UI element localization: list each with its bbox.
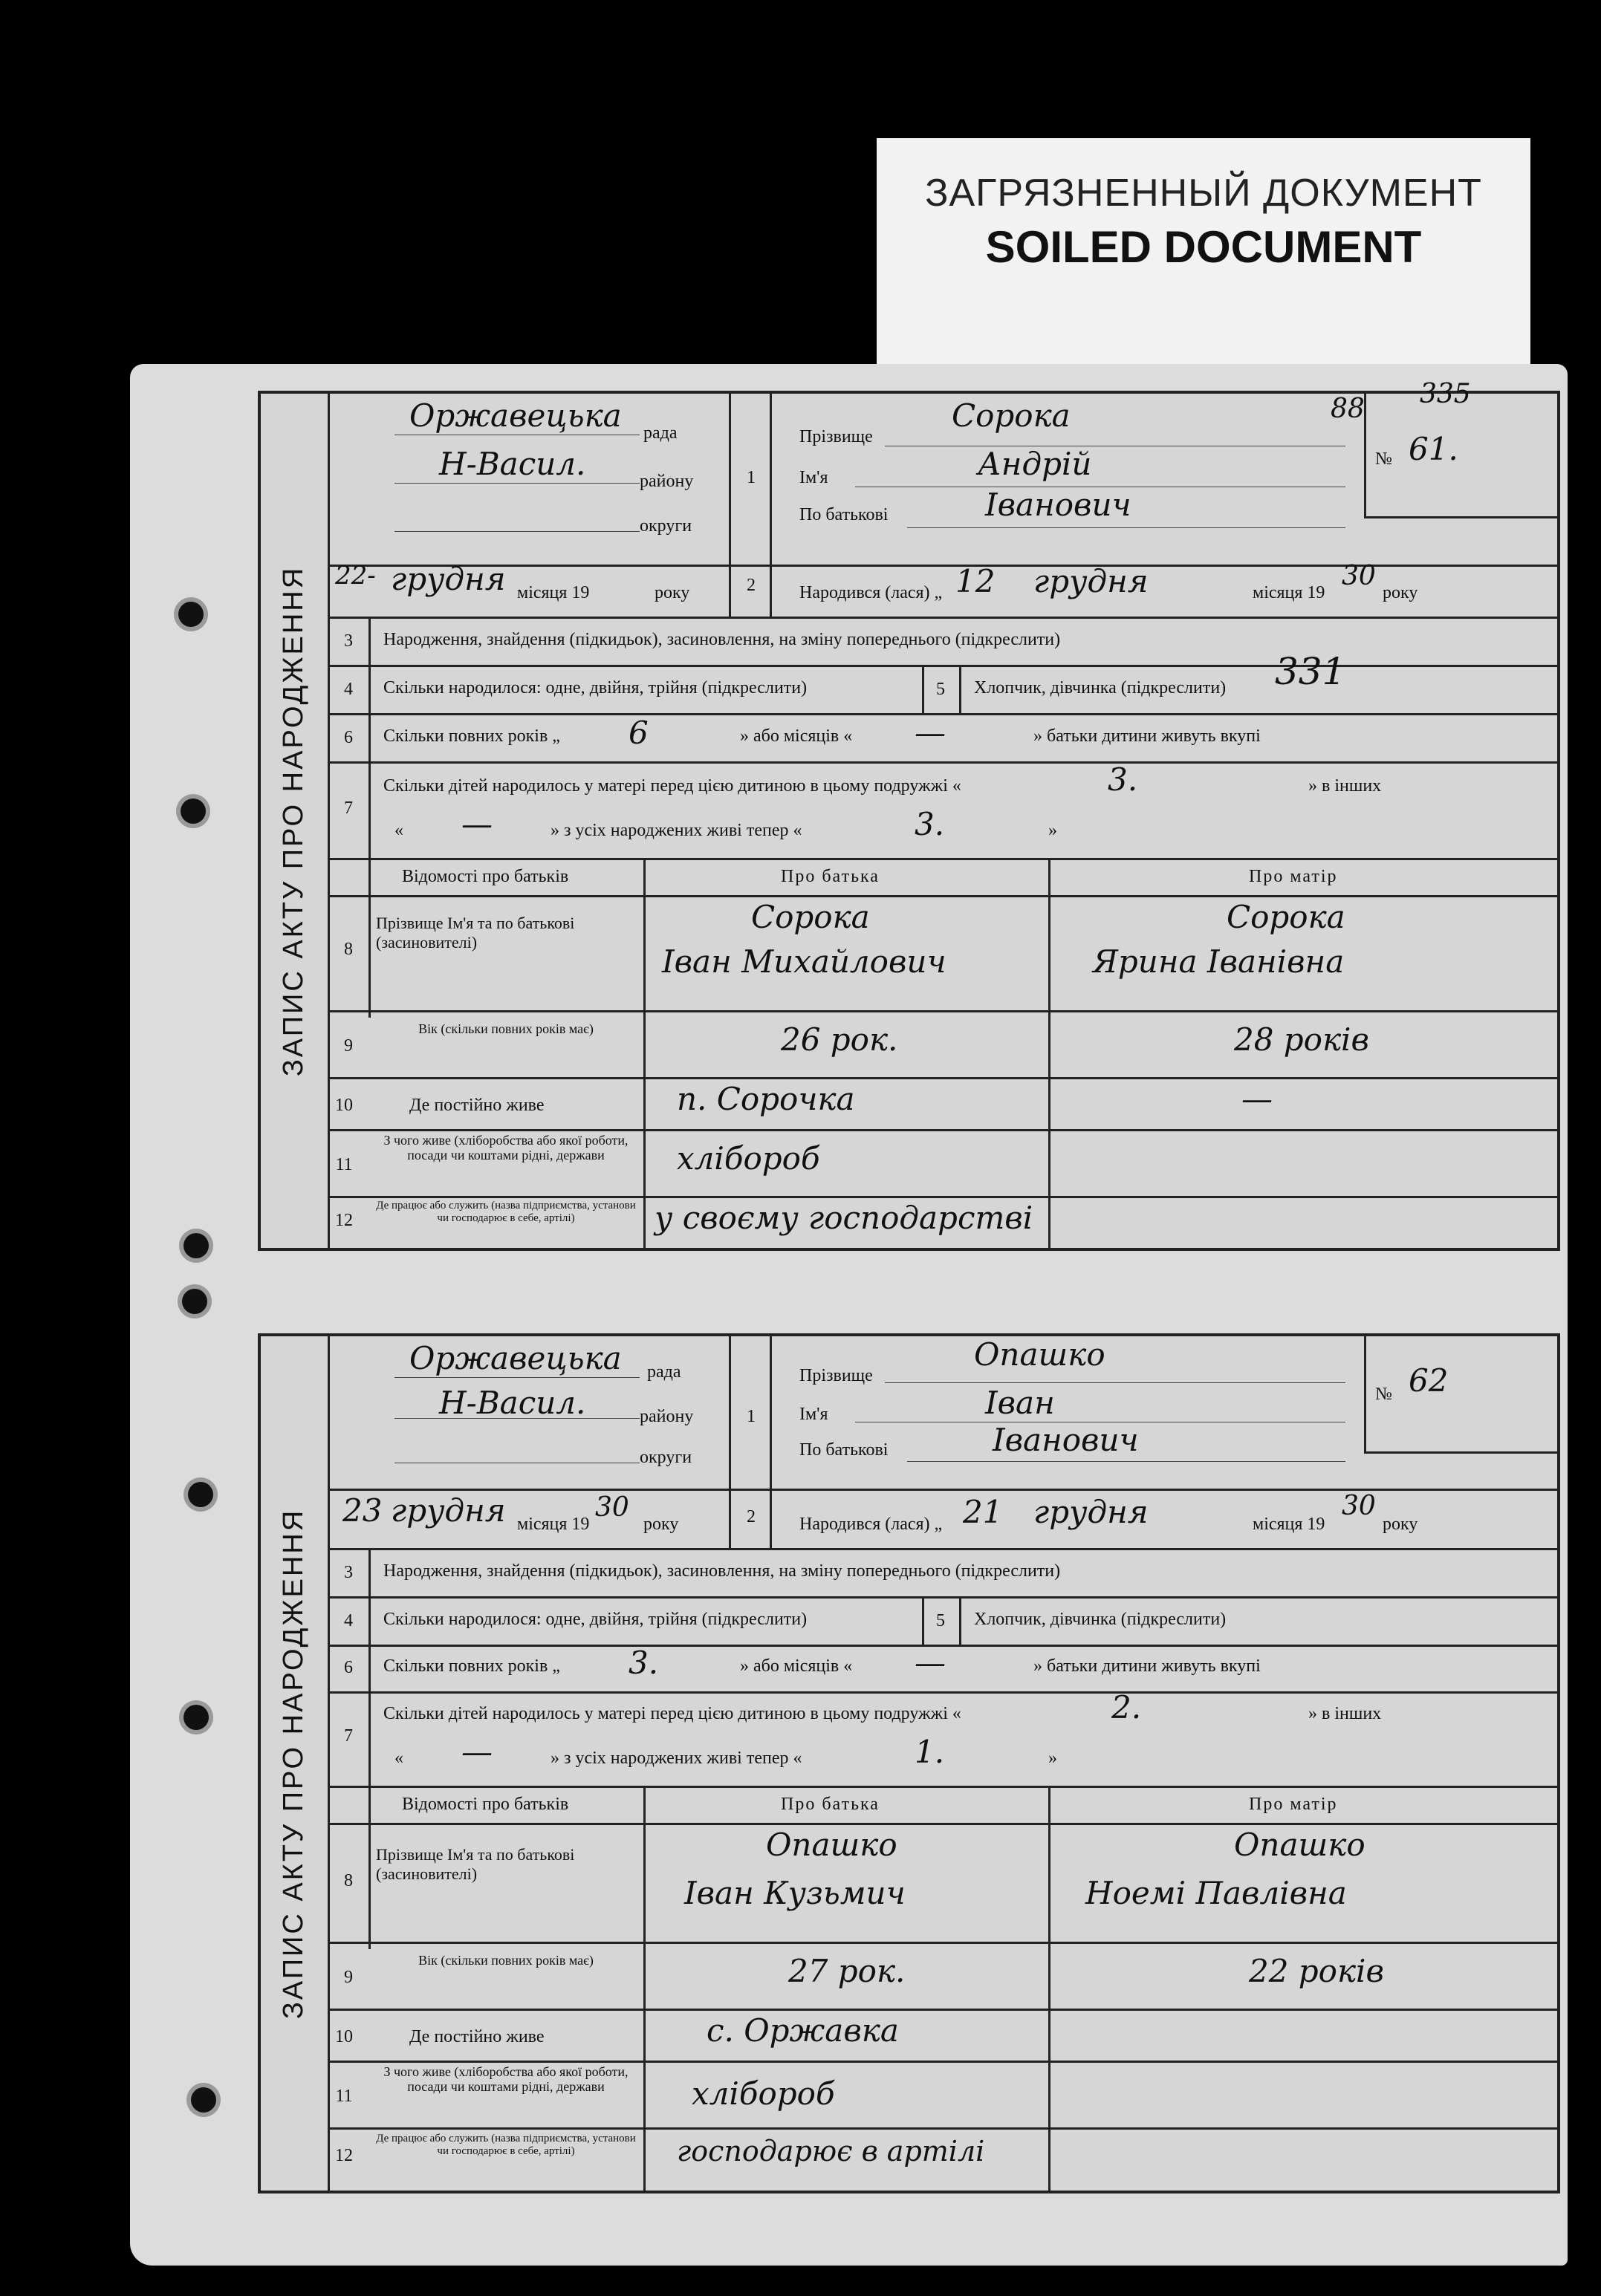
reg-day: 23 xyxy=(342,1492,383,1529)
row4-text: Скільки народилося: одне, двійня, трійня (підкреслити) xyxy=(383,1610,808,1629)
stamp-line-ru: ЗАГРЯЗНЕННЫЙ ДОКУМЕНТ xyxy=(925,172,1482,215)
father-name: Іван Кузьмич xyxy=(684,1875,906,1911)
row6-months-label: » або місяців « xyxy=(740,726,853,746)
row12-label: Де працює або служить (назва підприємства, установи чи господарює в себе, артілі) xyxy=(376,1200,636,1224)
record-number: 61. xyxy=(1409,431,1458,467)
stamp-line-en: SOILED DOCUMENT xyxy=(985,222,1422,272)
father-age: 27 рок. xyxy=(788,1953,906,1989)
document-sheet xyxy=(130,364,1568,2266)
father-age: 26 рок. xyxy=(781,1021,898,1058)
row6-end: » батьки дитини живуть вкупі xyxy=(1033,726,1261,746)
row5-text: Хлопчик, дівчинка (підкреслити) xyxy=(974,678,1227,697)
children-other: — xyxy=(461,806,493,842)
row8-label: Прізвище Ім'я та по батькові (засиновителі) xyxy=(376,1845,575,1883)
reg-month-label: місяця 19 xyxy=(517,1515,590,1534)
number-label: № xyxy=(1375,449,1392,469)
father-name: Іван Михайлович xyxy=(662,943,946,980)
rada-value: Оржавецька xyxy=(409,397,622,434)
father-residence: п. Сорочка xyxy=(677,1081,855,1117)
years-together: 6 xyxy=(629,715,649,751)
months-together: — xyxy=(915,715,946,751)
soiled-document-stamp xyxy=(877,138,1530,383)
surname-value: Сорока xyxy=(952,397,1071,434)
row3-text: Народження, знайдення (підкидьок), засиновлення, на зміну попереднього (підкреслити) xyxy=(383,1561,1061,1581)
father-header: Про батька xyxy=(781,867,880,886)
margin-mark: 331 xyxy=(1275,650,1346,693)
children-other: — xyxy=(461,1734,493,1770)
years-together: 3. xyxy=(629,1645,659,1681)
mother-surname: Опашко xyxy=(1234,1827,1365,1863)
father-surname: Сорока xyxy=(751,899,870,935)
father-header: Про батька xyxy=(781,1795,880,1814)
row12-label: Де працює або служить (назва підприємства, установи чи господарює в себе, артілі) xyxy=(376,2133,636,2157)
row7-close: » xyxy=(1048,821,1057,840)
row8-label: Прізвище Ім'я та по батькові (засиновителі) xyxy=(376,914,575,952)
surname-label: Прізвище xyxy=(799,427,873,446)
row7-alive-label: » з усіх народжених живі тепер « xyxy=(551,821,802,840)
row7-other: » в інших xyxy=(1308,1704,1382,1723)
reg-day: 22- xyxy=(335,561,376,591)
punch-hole xyxy=(188,1482,213,1507)
birth-year-label: року xyxy=(1383,583,1418,602)
reg-year: 30 xyxy=(595,1492,629,1523)
patronymic-value: Іванович xyxy=(985,487,1131,523)
row7-alive-label: » з усіх народжених живі тепер « xyxy=(551,1749,802,1768)
children-alive: 1. xyxy=(915,1734,945,1770)
mother-age: 22 років xyxy=(1249,1953,1384,1989)
reg-month: грудня xyxy=(391,561,506,597)
birth-month: грудня xyxy=(1033,563,1149,599)
record-number: 62 xyxy=(1409,1362,1449,1399)
mother-header: Про матір xyxy=(1249,1795,1338,1814)
mother-age: 28 років xyxy=(1234,1021,1369,1058)
children-alive: 3. xyxy=(915,806,945,842)
row6-label: Скільки повних років „ xyxy=(383,726,560,746)
row10-label: Де постійно живе xyxy=(409,2027,545,2046)
mother-name: Ноемі Павлівна xyxy=(1085,1875,1347,1911)
row10-label: Де постійно живе xyxy=(409,1096,545,1115)
reg-year-label: року xyxy=(643,1515,679,1534)
rada-label: рада xyxy=(647,1362,681,1382)
birth-record-62: ЗАПИС АКТУ ПРО НАРОДЖЕННЯ Оржавецька рада Н-Васил. району округи 1 2 Прізвище Опашко Ім'я Іван По батькові Іванович № 62 23 грудня місяця 19 30 року Народився (лася) „ 21 грудня місяця 19 30 року 3 Народження, знайдення (підкидьок), засиновлення, на зміну попереднього (підкреслити) 4 Скільки народилося: одне, двійня, трійня (підкреслити) 5 Хлопчик, дівчинка (підкреслити) 6 Скільки повних років „ 3. » або місяців « — » батьки дитини живуть вкупі 7 Скільки дітей народилось у матері перед цією дитиною в цьому подружжі « 2. » в інших « — » з усіх народжених живі тепер « 1. » Відомості про батьків Про батька Про матір 8 Прізвище Ім'я та по батькові (засиновителі) Опашко Іван Кузьмич Опашко Ноемі Павлівна 9 Вік (скільки повних років має) 27 рок. 22 років 10 Де постійно живе с. Оржавка 11 З чого живе (хліборобства або якої роботи, посади чи коштами рідні, держави хлібороб 12 Де працює або служить (назва підприємства, установи чи господарює в себе, артілі) господарює в артілі xyxy=(258,1333,1560,2193)
reg-year-label: року xyxy=(655,583,690,602)
born-label: Народився (лася) „ xyxy=(799,1515,943,1534)
mother-residence: — xyxy=(1241,1081,1273,1117)
punch-hole xyxy=(182,1289,207,1314)
parents-header: Відомості про батьків xyxy=(402,1795,569,1814)
father-surname: Опашко xyxy=(766,1827,897,1863)
punch-hole xyxy=(178,602,204,627)
children-before: 2. xyxy=(1111,1689,1142,1726)
birth-month-label: місяця 19 xyxy=(1253,583,1325,602)
birth-day: 12 xyxy=(955,563,996,599)
birth-year: 30 xyxy=(1342,561,1376,591)
row4-text: Скільки народилося: одне, двійня, трійня (підкреслити) xyxy=(383,678,808,697)
months-together: — xyxy=(915,1645,946,1681)
birth-day: 21 xyxy=(963,1494,1003,1530)
reg-month-label: місяця 19 xyxy=(517,583,590,602)
row9-label: Вік (скільки повних років має) xyxy=(418,1953,594,1968)
number-label: № xyxy=(1375,1385,1392,1404)
corner-mark-2: 335 xyxy=(1420,379,1471,409)
name-value: Андрій xyxy=(978,446,1092,482)
row7-label: Скільки дітей народилось у матері перед цією дитиною в цьому подружжі « xyxy=(383,1704,961,1723)
row7-label: Скільки дітей народилось у матері перед цією дитиною в цьому подружжі « xyxy=(383,776,961,796)
raion-value: Н-Васил. xyxy=(439,1385,586,1421)
father-work: у своєму господарстві xyxy=(655,1200,1033,1236)
born-label: Народився (лася) „ xyxy=(799,583,943,602)
mother-surname: Сорока xyxy=(1227,899,1345,935)
punch-hole xyxy=(181,799,206,824)
name-label: Ім'я xyxy=(799,1405,828,1424)
okrugy-label: округи xyxy=(640,1448,692,1467)
row11-label: З чого живе (хліборобства або якої роботи, посади чи коштами рідні, держави xyxy=(383,1133,629,1162)
patronymic-value: Іванович xyxy=(993,1422,1139,1458)
record-side-title: ЗАПИС АКТУ ПРО НАРОДЖЕННЯ xyxy=(261,394,330,1248)
father-work: господарює в артілі xyxy=(677,2135,985,2167)
row3-text: Народження, знайдення (підкидьок), засиновлення, на зміну попереднього (підкреслити) xyxy=(383,630,1061,649)
row11-label: З чого живе (хліборобства або якої роботи, посади чи коштами рідні, держави xyxy=(383,2064,629,2094)
rada-label: рада xyxy=(643,423,678,443)
punch-hole xyxy=(191,2087,216,2113)
father-residence: с. Оржавка xyxy=(707,2012,899,2049)
row9-label: Вік (скільки повних років має) xyxy=(418,1021,594,1036)
okrugy-label: округи xyxy=(640,516,692,536)
reg-month: грудня xyxy=(391,1492,506,1529)
children-before: 3. xyxy=(1108,761,1138,798)
birth-month-label: місяця 19 xyxy=(1253,1515,1325,1534)
mother-name: Ярина Іванівна xyxy=(1093,943,1345,980)
row7-close: » xyxy=(1048,1749,1057,1768)
corner-mark: 88 xyxy=(1331,394,1365,424)
row6-end: » батьки дитини живуть вкупі xyxy=(1033,1656,1261,1676)
row5-text: Хлопчик, дівчинка (підкреслити) xyxy=(974,1610,1227,1629)
row7-other: » в інших xyxy=(1308,776,1382,796)
surname-value: Опашко xyxy=(974,1336,1105,1373)
raion-label: району xyxy=(640,1407,694,1426)
birth-year-label: року xyxy=(1383,1515,1418,1534)
surname-label: Прізвище xyxy=(799,1366,873,1385)
mother-header: Про матір xyxy=(1249,867,1338,886)
punch-hole xyxy=(184,1233,209,1258)
name-label: Ім'я xyxy=(799,468,828,487)
birth-year: 30 xyxy=(1342,1491,1376,1521)
punch-hole xyxy=(184,1705,209,1730)
birth-month: грудня xyxy=(1033,1494,1149,1530)
birth-record-61: ЗАПИС АКТУ ПРО НАРОДЖЕННЯ Оржавецька рада Н-Васил. району округи 1 2 Прізвище Сорока Ім'я Андрій По батькові Іванович № 61. 88 335 22- грудня місяця 19 року Народився (лася) „ 12 грудня місяця 19 30 року 3 Народження, знайдення (підкидьок), засиновлення, на зміну попереднього (підкреслити) 4 Скільки народилося: одне, двійня, трійня (підкреслити) 5 Хлопчик, дівчинка (підкреслити) 331 6 Скільки повних років „ 6 » або місяців « — » батьки дитини живуть вкупі 7 Скільки дітей народилось у матері перед цією дитиною в цьому подружжі « 3. » в інших « — » з усіх народжених живі тепер « 3. » Відомості про батьків Про батька Про матір 8 Прізвище Ім'я та по батькові (засиновителі) Сорока Іван Михайлович Сорока Ярина Іванівна 9 Вік (скільки повних років має) 26 рок. 28 років 10 Де постійно живе п. Сорочка — 11 З чого живе (хліборобства або якої роботи, посади чи коштами рідні, держави хлібороб 12 Де працює або служить (назва підприємства, установи чи господарює в себе, артілі) у своєму господарстві xyxy=(258,391,1560,1251)
patronymic-label: По батькові xyxy=(799,1440,889,1460)
name-value: Іван xyxy=(985,1385,1055,1421)
row7-open: « xyxy=(394,1749,403,1768)
record-side-title: ЗАПИС АКТУ ПРО НАРОДЖЕННЯ xyxy=(261,1336,330,2191)
row6-label: Скільки повних років „ xyxy=(383,1656,560,1676)
parents-header: Відомості про батьків xyxy=(402,867,569,886)
father-occupation: хлібороб xyxy=(677,1140,820,1177)
row7-open: « xyxy=(394,821,403,840)
father-occupation: хлібороб xyxy=(692,2075,835,2112)
rada-value: Оржавецька xyxy=(409,1340,622,1376)
raion-label: району xyxy=(640,472,694,491)
patronymic-label: По батькові xyxy=(799,505,889,524)
row6-months-label: » або місяців « xyxy=(740,1656,853,1676)
raion-value: Н-Васил. xyxy=(439,446,586,482)
